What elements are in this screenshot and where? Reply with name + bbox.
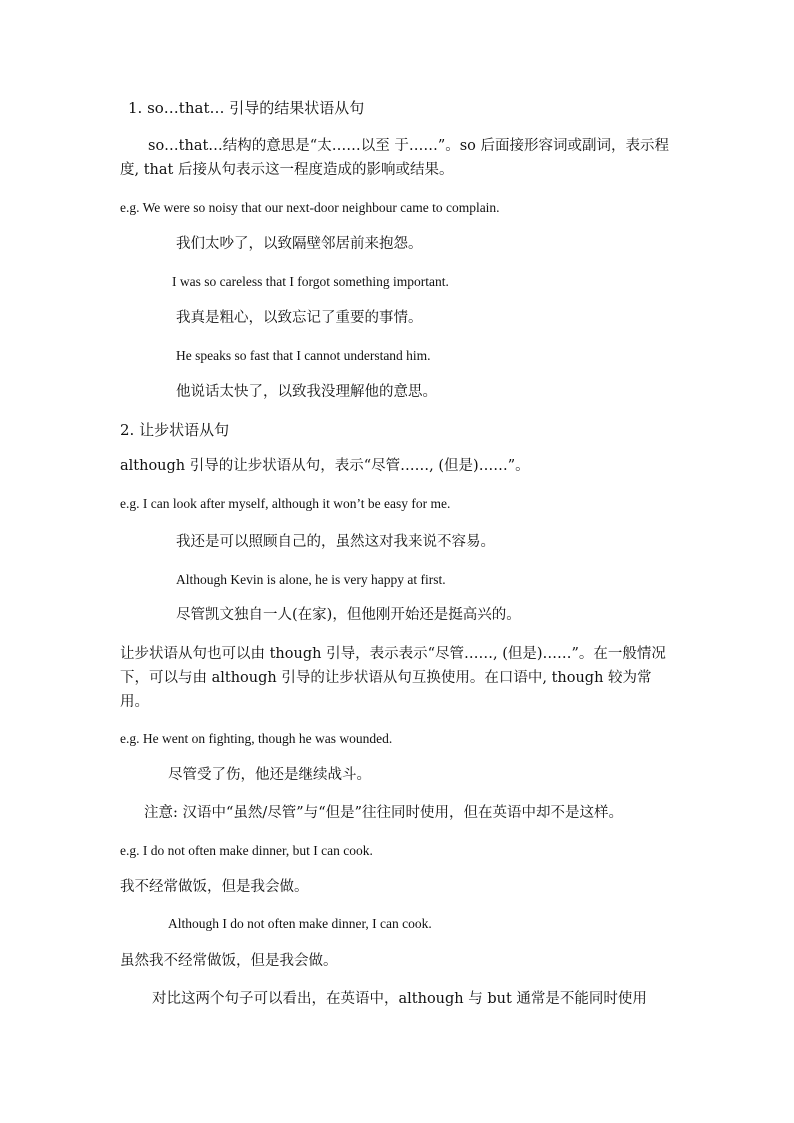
example-sentence: e.g. I do not often make dinner, but I can cook.: [120, 843, 373, 858]
example-translation: 我真是粗心，以致忘记了重要的事情。: [176, 310, 423, 326]
example-translation: 尽管凯文独自一人(在家)，但他刚开始还是挺高兴的。: [176, 607, 521, 623]
example-sentence: Although I do not often make dinner, I can cook.: [168, 916, 432, 931]
example-translation: 我不经常做饭，但是我会做。: [120, 879, 309, 895]
example-sentence: e.g. I can look after myself, although it won’t be easy for me.: [120, 496, 451, 511]
example-sentence: Although Kevin is alone, he is very happy at first.: [176, 572, 446, 587]
though-note: 让步状语从句也可以由 though 引导，表示表示“尽管……, (但是)……”。在一般情况下，可以与由 although 引导的让步状语从句互换使用。在口语中, though 较为常用。: [120, 646, 666, 710]
example-sentence: He speaks so fast that I cannot understand him.: [176, 348, 431, 363]
example-translation: 虽然我不经常做饭，但是我会做。: [120, 953, 338, 969]
conclusion-text: 对比这两个句子可以看出，在英语中，although 与 but 通常是不能同时使用: [152, 991, 647, 1007]
section-2-intro: although 引导的让步状语从句，表示“尽管……, (但是)……”。: [120, 458, 530, 474]
example-translation: 我们太吵了，以致隔壁邻居前来抱怨。: [176, 236, 423, 252]
section-1-heading: 1. so…that… 引导的结果状语从句: [128, 99, 365, 117]
example-translation: 尽管受了伤，他还是继续战斗。: [168, 767, 371, 783]
example-sentence: I was so careless that I forgot something important.: [172, 274, 449, 289]
section-2-heading: 2. 让步状语从句: [120, 421, 230, 439]
example-translation: 他说话太快了，以致我没理解他的意思。: [176, 384, 437, 400]
section-1-intro: so…that…结构的意思是“太……以至 于……”。so 后面接形容词或副词，表示程度, that 后接从句表示这一程度造成的影响或结果。: [120, 138, 670, 178]
attention-note: 注意: 汉语中“虽然/尽管”与“但是”往往同时使用，但在英语中却不是这样。: [144, 805, 624, 821]
example-sentence: e.g. He went on fighting, though he was wounded.: [120, 731, 393, 746]
example-sentence: e.g. We were so noisy that our next-door neighbour came to complain.: [120, 200, 500, 215]
example-translation: 我还是可以照顾自己的，虽然这对我来说不容易。: [176, 534, 495, 550]
